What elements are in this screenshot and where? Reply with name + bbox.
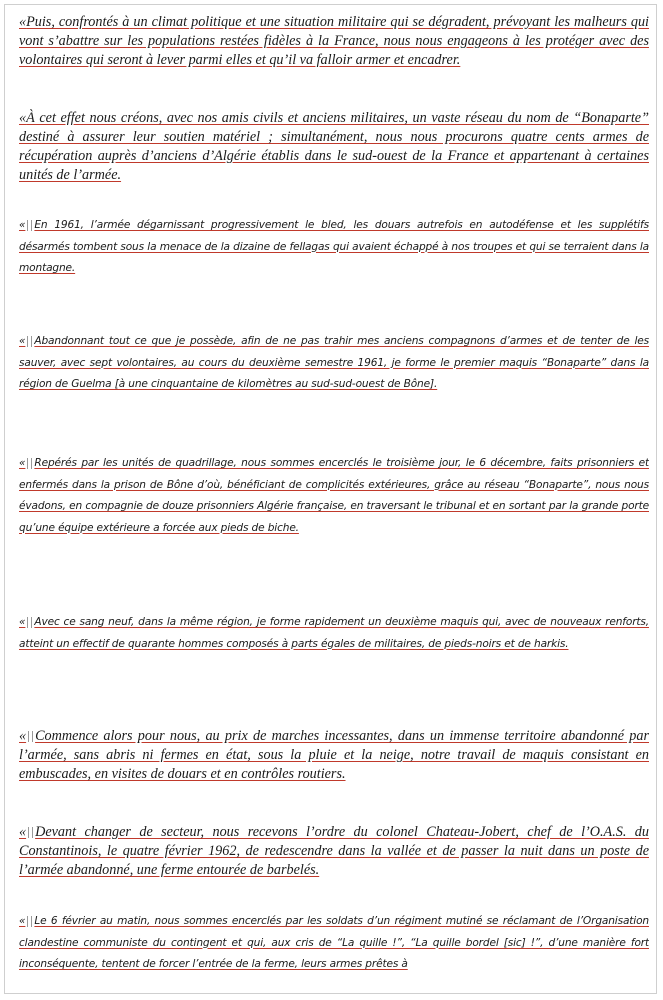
paragraph-5 (19, 453, 649, 539)
quote-mark: « (19, 335, 26, 347)
edit-marker-icon (27, 336, 32, 347)
quote-mark: « (19, 728, 27, 744)
paragraph-text: Devant changer de secteur, nous recevons l’ordre du colonel Chateau-Jobert, chef de l’O.A.S. du Constantinois, le quatre février 1962, de redescendre dans la vallée et de passer la nuit dans un poste de l’armée abandonné, une ferme entourée de barbelés. (19, 824, 649, 878)
quote-mark: « (19, 824, 27, 840)
quote-mark: « (19, 457, 26, 469)
edit-marker-icon (28, 827, 33, 838)
paragraph-9 (19, 911, 649, 991)
paragraph-text: Le 6 février au matin, nous sommes encerclés par les soldats d’un régiment mutiné se réclamant de l’Organisation clandestine communiste du contingent et qui, aux cris de “La quille !”, “La quille bordel [sic] !”, d’une manière fort inconséquente, tentent de forcer l’entrée de la ferme, leurs armes prêtes à (19, 915, 649, 970)
edit-marker-icon (28, 731, 33, 742)
paragraph-text: Puis, confrontés à un climat politique et une situation militaire qui se dégradent, prévoyant les malheurs qui vont s’abattre sur les populations restées fidèles à la France, nous nous engageons à les protéger avec des volontaires qui seront à lever parmi elles et qu’il va falloir armer et encadrer. (19, 14, 649, 68)
paragraph-text: Commence alors pour nous, au prix de marches incessantes, dans un immense territoire abandonné par l’armée, sans abris ni fermes en état, sous la pluie et la neige, notre travail de maquis consistant en embuscades, en visites de douars et en contrôles routiers. (19, 728, 649, 782)
edit-marker-icon (27, 916, 32, 927)
quote-mark: « (19, 915, 26, 927)
quote-mark: « (19, 219, 26, 231)
paragraph-text: À cet effet nous créons, avec nos amis civils et anciens militaires, un vaste réseau du nom de “Bonaparte” destiné à assurer leur soutien matériel ; simultanément, nous nous procurons quatre cents armes de récupération auprès d’anciens d’Algérie établis dans le sud-ouest de la France et appartenant à certaines unités de l’armée. (19, 110, 649, 183)
edit-marker-icon (27, 220, 32, 231)
paragraph-1 (19, 13, 649, 70)
paragraph-3 (19, 215, 649, 280)
document-page (4, 4, 657, 994)
paragraph-4 (19, 331, 649, 396)
quote-mark: « (19, 14, 27, 30)
edit-marker-icon (27, 617, 32, 628)
paragraph-6 (19, 612, 649, 655)
paragraph-7 (19, 727, 649, 784)
paragraph-text: En 1961, l’armée dégarnissant progressivement le bled, les douars autrefois en autodéfense et les supplétifs désarmés tombent sous la menace de la dizaine de fellagas qui avaient échappé à nos troupes et qui se terraient dans la montagne. (19, 219, 649, 274)
paragraph-2 (19, 109, 649, 185)
paragraph-text: Repérés par les unités de quadrillage, nous sommes encerclés le troisième jour, le 6 décembre, faits prisonniers et enfermés dans la prison de Bône d’où, bénéficiant de complicités extérieures, grâce au réseau “Bonaparte”, nous nous évadons, en compagnie de douze prisonniers Algérie française, en traversant le tribunal et en sortant par la grande porte qu’une équipe extérieure a forcée aux pieds de biche. (19, 457, 649, 534)
paragraph-8 (19, 823, 649, 880)
paragraph-text: Abandonnant tout ce que je possède, afin de ne pas trahir mes anciens compagnons d’armes et de tenter de les sauver, avec sept volontaires, au cours du deuxième semestre 1961, je forme le premier maquis “Bonaparte” dans la région de Guelma [à une cinquantaine de kilomètres au sud-sud-ouest de Bône]. (19, 335, 649, 390)
quote-mark: « (19, 616, 26, 628)
quote-mark: « (19, 110, 27, 126)
paragraph-text: Avec ce sang neuf, dans la même région, je forme rapidement un deuxième maquis qui, avec de nouveaux renforts, atteint un effectif de quarante hommes composés à parts égales de militaires, de pieds-noirs et de harkis. (19, 616, 649, 650)
edit-marker-icon (27, 458, 32, 469)
